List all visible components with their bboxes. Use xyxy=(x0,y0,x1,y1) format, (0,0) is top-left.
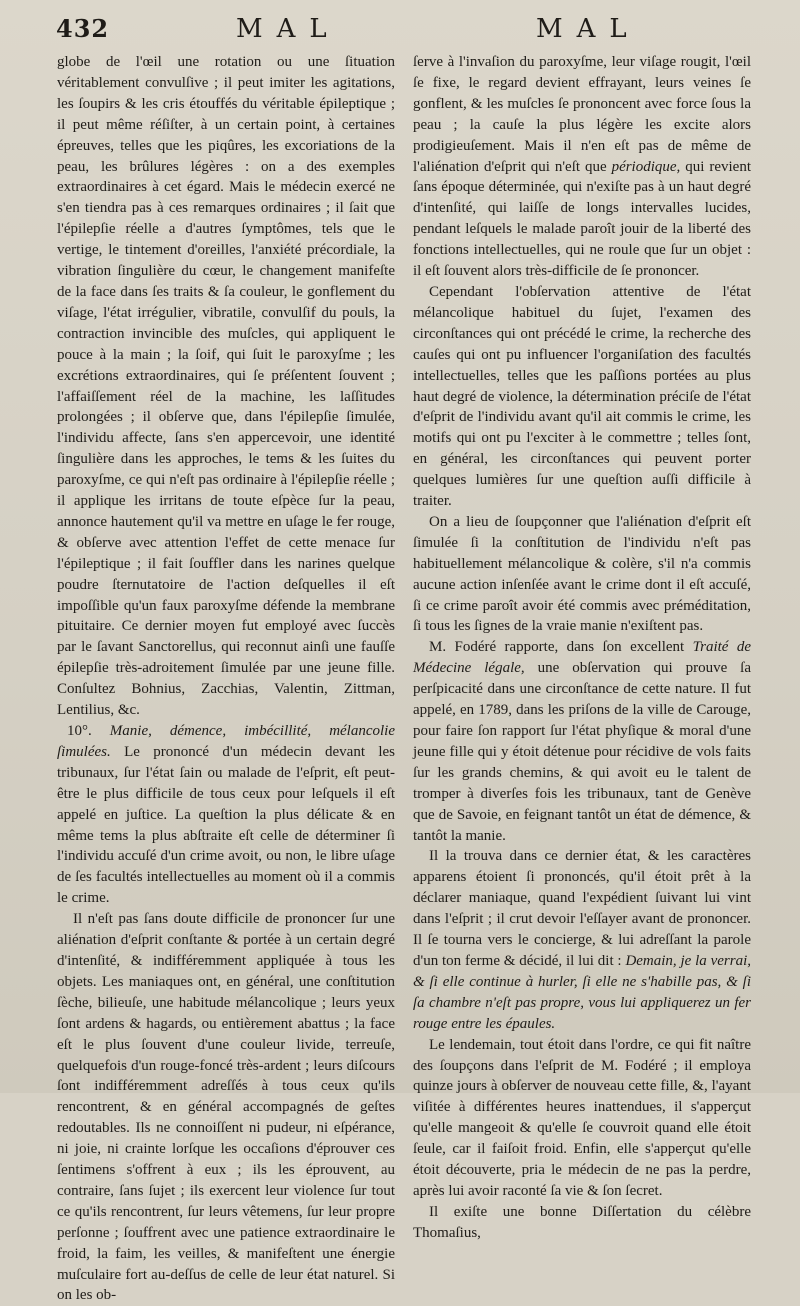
right-column xyxy=(413,52,751,1244)
paragraph xyxy=(413,846,751,1034)
section-title: Manie, démence, imbécillité, mélancolie ſimulées. xyxy=(57,723,396,760)
paragraph xyxy=(413,52,751,282)
paragraph: Le lendemain, tout étoit dans l'ordre, ce qui fit naître des ſoupçons dans l'eſprit de M. Fodéré ; il employa quinze jours à obſerver de nouveau cette fille, &, l'ayant viſitée à différentes heures inattendues, il s'apperçut qu'elle mangeoit & qu'elle ſe couvroit quand elle étoit ſeule, car il faiſoit froid. Enfin, elle s'apperçut qu'elle étoit découverte, pria le médecin de ne pas la perdre, après lui avoir raconté ſa vie & ſon ſecret. xyxy=(413,1036,751,1199)
section-number: 10°. xyxy=(67,723,92,739)
page-header xyxy=(46,12,770,48)
paragraph: Il n'eſt pas ſans doute difficile de prononcer ſur une aliénation d'eſprit conſtante & portée à un certain degré d'intenſité, & indifféremment appliquée à tous les objets. Les maniaques ont, en général, une conſtitution ſèche, bilieuſe, une habitude mélancolique ; leurs yeux ſont ardens & hagards, ou entièrement abattus ; la face eſt le plus ſouvent d'une couleur livide, terreuſe, quelquefois d'un rouge-foncé très-ardent ; leurs diſcours ſont indifféremment adreſſés à tous ceux qu'ils rencontrent, & en général accompagnés de geſtes redoutables. Ils ne connoiſſent ni pudeur, ni eſpérance, ni joie, ni crainte lorſque les occaſions d'éprouver ces ſentimens s'offrent à eux ; ils les éprouvent, au contraire, ſans ſujet ; ils exercent leur violence ſur tout ce qu'ils rencontrent, ſur leurs vêtemens, ſur leur propre perſonne ; ſouffrent avec une patience extraordinaire le froid, la faim, les veilles, & manifeſtent une énergie muſculaire fort au-deſſus de celle de leur état naturel. Si on les ob- xyxy=(57,911,395,1304)
paragraph-text: Il la trouva dans ce dernier état, & les caractères apparens étoient ſi prononcés, qu'il étoit prêt à la déclarer maniaque, quand l'expédient ſuivant lui vint dans l'eſprit ; il crut devoir l'eſſayer avant de prononcer. Il ſe tourna vers le concierge, & lui adreſſant la parole d'un ton ferme & décidé, il lui dit : xyxy=(413,848,751,969)
paragraph xyxy=(413,637,751,846)
paragraph-text: ſerve à l'invaſion du paroxyſme, leur viſage rougit, l'œil ſe fixe, le regard devient effrayant, leurs veines ſe gonflent, & les muſcles ſe prononcent avec force ſous la peau ; la cauſe la plus légère les excite alors prodigieuſement. Mais il n'en eſt pas de même de l'aliénation d'eſprit qui n'eſt que xyxy=(413,54,751,175)
paragraph-section-10 xyxy=(57,721,395,909)
paragraph: On a lieu de ſoupçonner que l'aliénation d'eſprit eſt ſimulée ſi la conſtitution de l'individu n'eſt pas habituellement mélancolique & colère, s'il n'a commis aucune action inſenſée avant le crime dont il eſt accuſé, ſi ce crime paroît avoir été commis avec préméditation, ſi tous les ſignes de la vraie manie n'exiſtent pas. xyxy=(413,513,751,635)
running-head-right: MAL xyxy=(536,14,641,44)
page-number: 432 xyxy=(56,14,110,43)
running-head-left: MAL xyxy=(236,14,341,44)
paragraph-text: M. Fodéré rapporte, dans ſon excellent xyxy=(429,639,685,656)
paragraph: Cependant l'obſervation attentive de l'état mélancolique habituel du ſujet, l'examen des circonſtances qui ont précédé le crime, la recherche des cauſes qui ont pu influencer l'organiſation des facultés intellectuelles, telles que les paſſions portées au plus haut degré de violence, la détermination préciſe de l'état d'eſprit de l'individu avant qu'il ait commis le crime, les motifs qui ont pu l'exciter à le commettre ; telles ſont, en général, les circonſtances qui peuvent porter quelques lumières ſur une queſtion auſſi difficile à traiter. xyxy=(413,283,751,510)
paragraph: Il exiſte une bonne Diſſertation du célèbre Thomaſius, xyxy=(413,1203,751,1241)
book-title: Traité de Médecine légale, xyxy=(413,639,751,677)
paragraph: globe de l'œil une rotation ou une ſituation véritablement convulſive ; il peut imiter les agitations, les ſoupirs & les cris étouffés du véritable épileptique ; il peut même réſiſter, à un certain point, à certaines épreuves, telles que les piqûres, les excoriations de la peau, les brûlures légères : on a des exemples extraordinaires à cet égard. Mais le médecin exercé ne s'en tiendra pas à ces remarques ordinaires ; il ſait que l'épilepſie réelle a d'autres ſymptômes, tels que le vertige, le tintement d'oreilles, l'anxiété précordiale, la vibration ſingulière du cœur, le changement manifeſte de la face dans ſes traits & ſa couleur, le gonflement du viſage, l'état irrégulier, vibratile, convulſif du pouls, la contraction invincible des muſcles, qui appliquent le pouce à la main ; la ſoif, qui ſuit le paroxyſme ; les excrétions extraordinaires, qui ſe préſentent ſouvent ; l'affaiſſement réel de la machine, les laſſitudes prolongées ; il obſerve que, dans l'épilepſie ſimulée, l'individu affecte, ſans s'en appercevoir, une identité ſingulière dans les approches, le tems & les ſuites du paroxyſme, ce qui n'eſt pas ordinaire à l'épilepſie réelle ; il applique les irritans de toute eſpèce ſur la peau, annonce hautement qu'il va mettre en uſage le fer rouge, & obſerve avec attention l'effet de cette menace ſur l'épileptique ; il fait ſouffler dans les narines quelque poudre ſternutatoire de l'action deſquelles il eſt impoſſible qu'un faux paroxyſme défende la membrane pituitaire. Ce dernier moyen fut employé avec ſuccès par le ſavant Sanctorellus, qui reconnut ainſi une fauſſe épilepſie très-adroitement ſimulée par une jeune fille. Conſultez Bohnius, Zacchias, Valentin, Zittman, Lentilius, &c. xyxy=(57,54,395,719)
emphasis: périodique, xyxy=(611,158,681,175)
paragraph-text: une obſervation qui prouve ſa perſpicacité dans une circonſtance de cette nature. Il fut appelé, en 1789, dans les priſons de la ville de Carouge, pour faire ſon rapport ſur l'état phyſique & moral d'une jeune fille qui y étoit détenue pour récidive de vols faits ſur les grands chemins, & qui avoit eu le talent de tromper à diverſes fois les tribunaux, tant de Genève que de Savoie, en feignant tantôt un état de démence, & tantôt la manie. xyxy=(413,660,751,844)
left-column xyxy=(57,52,395,1306)
paragraph-text: qui revient ſans époque déterminée, qui n'exiſte pas à un haut degré d'intenſité, qui laiſſe de longs intervalles lucides, pendant leſquels le malade paroît jouir de la liberté des fonctions intellectuelles, qui ne roule que ſur un objet : il eſt ſouvent alors très-difficile de ſe prononcer. xyxy=(413,158,751,280)
quotation: Demain, je la verrai, & ſi elle continue à hurler, ſi elle ne s'habille pas, & ſi ſa chambre n'eſt pas propre, vous lui appliquerez un fer rouge entre les épaules. xyxy=(413,952,752,1032)
paragraph-text: Le prononcé d'un médecin devant les tribunaux, ſur l'état ſain ou malade de l'eſprit, eſt peut-être le plus difficile de tous ceux pour leſquels il eſt appelé en juſtice. La queſtion la plus délicate & en même tems la plus abſtraite eſt celle de déterminer ſi l'individu accuſé d'un crime avoit, ou non, le libre uſage de ſes facultés intellectuelles au moment où il a commis le crime. xyxy=(57,743,395,907)
